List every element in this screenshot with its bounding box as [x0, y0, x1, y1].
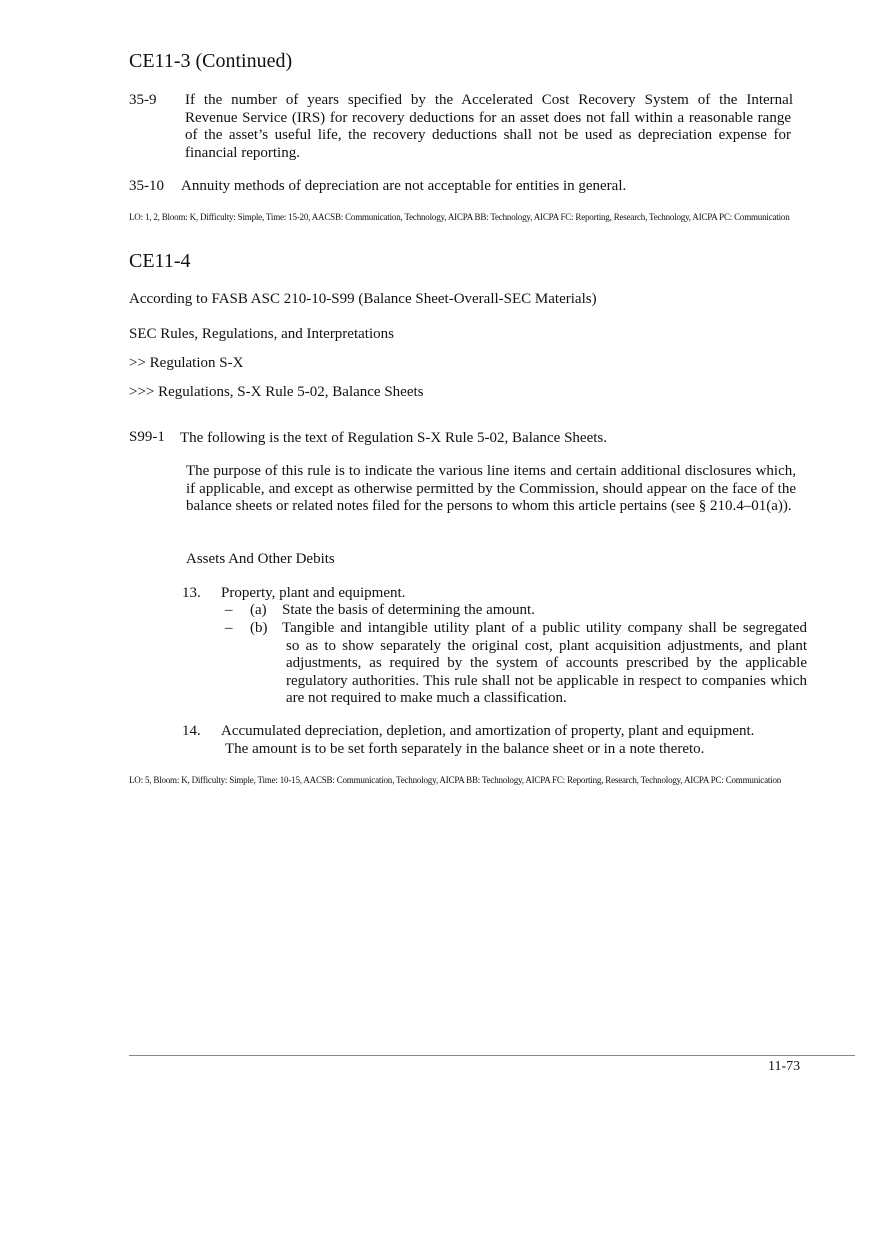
- item-text-35-10: Annuity methods of depreciation are not acceptable for entities in general.: [181, 178, 627, 194]
- item-label-13b: (b): [250, 620, 268, 636]
- section-heading-ce11-3: CE11-3 (Continued): [129, 50, 293, 72]
- item-number-35-9: 35-9: [129, 92, 157, 108]
- page-number: 11-73: [768, 1059, 801, 1074]
- source-reference: According to FASB ASC 210-10-S99 (Balance Sheet-Overall-SEC Materials): [129, 291, 597, 307]
- item-text-35-9: Revenue Service (IRS) for recovery deductions for an asset does not fall within a reasonable range of the asset’s useful life, the recovery deductions shall not be used as depreciation expense for financial reporting.: [185, 109, 791, 161]
- section-heading-ce11-4: CE11-4: [129, 250, 191, 272]
- metadata-ce11-4: LO: 5, Bloom: K, Difficulty: Simple, Time: 10-15, AACSB: Communication, Technology, AICPA BB: Technology, AICPA FC: Reporting, Research, Technology, AICPA PC: Communication: [129, 775, 782, 785]
- footer-rule: [129, 1055, 855, 1056]
- assets-heading: Assets And Other Debits: [186, 551, 335, 567]
- item-text-13b: so as to show separately the original cost, plant acquisition adjustments, and plant adjustments, as required by the system of accounts prescribed by the applicable regulatory authorities. This rule shall not be applicable in respect to companies which are not required to make much a classification.: [286, 637, 807, 706]
- list-dash-a: –: [225, 602, 233, 618]
- item-number-35-10: 35-10: [129, 178, 164, 194]
- item-text-14: The amount is to be set forth separately in the balance sheet or in a note thereto.: [225, 741, 705, 757]
- metadata-ce11-3: LO: 1, 2, Bloom: K, Difficulty: Simple, Time: 15-20, AACSB: Communication, Technology, AICPA BB: Technology, AICPA FC: Reporting, Research, Technology, AICPA PC: Communication: [129, 212, 790, 222]
- item-title-13: Property, plant and equipment.: [221, 585, 406, 601]
- item-number-13: 13.: [182, 585, 201, 601]
- item-text-s99-1: The following is the text of Regulation S-X Rule 5-02, Balance Sheets.: [180, 430, 608, 446]
- item-number-14: 14.: [182, 723, 201, 739]
- item-text-35-9-first: If the number of years specified by the Accelerated Cost Recovery System of the Internal: [185, 92, 793, 108]
- path-level-1: SEC Rules, Regulations, and Interpretations: [129, 326, 394, 342]
- item-text-13b-first: Tangible and intangible utility plant of a public utility company shall be segregated: [282, 620, 807, 636]
- path-level-2: >> Regulation S-X: [129, 355, 244, 371]
- item-text-14-first: Accumulated depreciation, depletion, and amortization of property, plant and equipment.: [221, 723, 755, 739]
- path-level-3: >>> Regulations, S-X Rule 5-02, Balance Sheets: [129, 384, 424, 400]
- item-number-s99-1: S99-1: [129, 429, 165, 445]
- purpose-paragraph: The purpose of this rule is to indicate the various line items and certain additional disclosures which, if applicable, and except as otherwise permitted by the Commission, should appear on the face of the balance sheets or related notes filed for the persons to whom this article pertains (see § 210.4–01(a)).: [186, 463, 796, 514]
- list-dash-b: –: [225, 620, 233, 636]
- item-label-13a: (a): [250, 602, 267, 618]
- item-text-13a: State the basis of determining the amount.: [282, 602, 535, 618]
